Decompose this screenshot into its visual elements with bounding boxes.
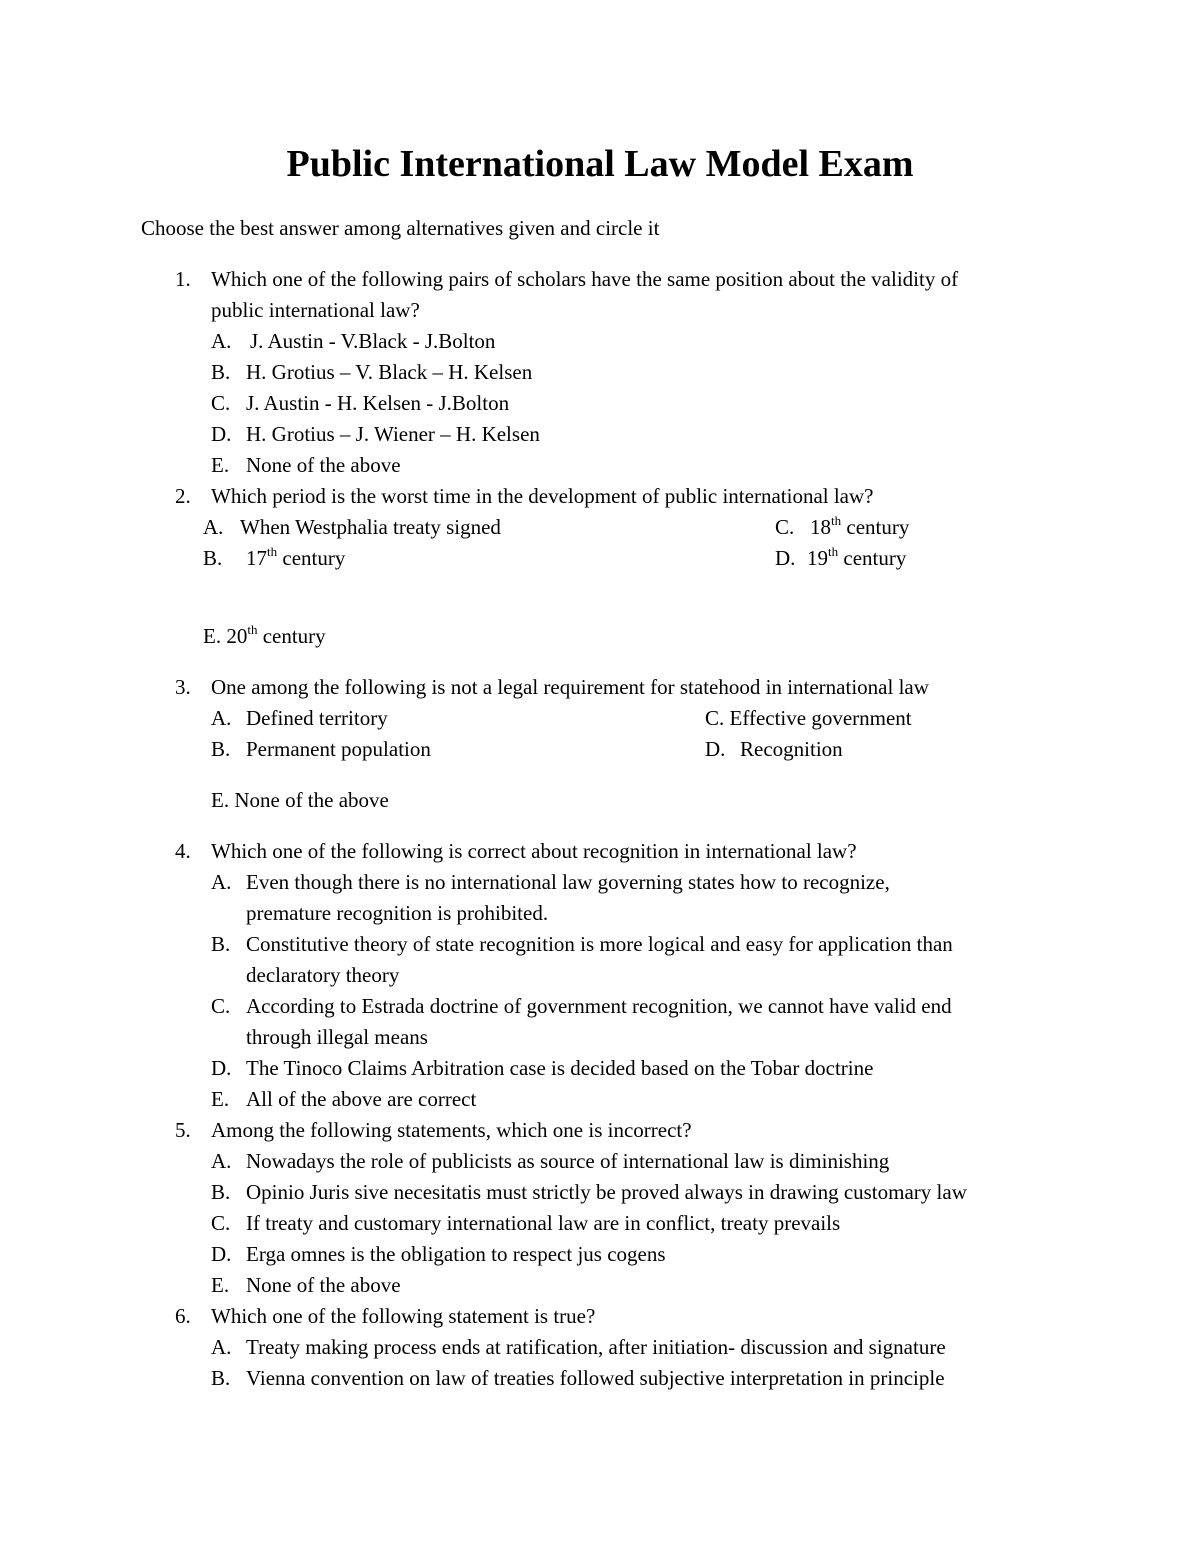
q2-option-c-suffix: th (831, 513, 842, 528)
q2-option-c-letter: C. (775, 515, 795, 539)
q2-option-a-letter: A. (203, 515, 224, 539)
q4-option-b-letter: B. (211, 932, 231, 956)
q4-option-d-text: The Tinoco Claims Arbitration case is decided based on the Tobar doctrine (246, 1056, 874, 1080)
question-5-text: Among the following statements, which one is incorrect? (211, 1118, 692, 1142)
q5-option-d-letter: D. (211, 1242, 232, 1266)
q3-option-d-text: Recognition (740, 737, 843, 761)
q1-option-c-text: J. Austin - H. Kelsen - J.Bolton (246, 391, 510, 415)
question-6-text: Which one of the following statement is true? (211, 1304, 596, 1328)
q2-option-c-rest: century (841, 515, 910, 539)
question-3-text: One among the following is not a legal requirement for statehood in international law (211, 675, 929, 699)
question-2-number: 2. (175, 484, 191, 508)
q1-option-e-text: None of the above (246, 453, 401, 477)
q4-option-c-letter: C. (211, 994, 231, 1018)
q4-option-b-line2: declaratory theory (246, 963, 400, 987)
q4-option-b-line1: Constitutive theory of state recognition is more logical and easy for application than (246, 932, 953, 956)
q5-option-b-letter: B. (211, 1180, 231, 1204)
q4-option-c-line1: According to Estrada doctrine of government recognition, we cannot have valid end (246, 994, 952, 1018)
q2-option-b-letter: B. (203, 546, 223, 570)
q2-option-b-rest: century (277, 546, 346, 570)
q1-option-e-letter: E. (211, 453, 230, 477)
q3-option-e (211, 787, 389, 813)
q3-option-c-letter: C. (705, 706, 725, 730)
q4-option-a-line2: premature recognition is prohibited. (246, 901, 549, 925)
q2-option-b-suffix: th (267, 544, 278, 559)
question-5-number: 5. (175, 1118, 191, 1142)
q3-option-c-text: Effective government (729, 706, 912, 730)
q5-option-a-letter: A. (211, 1149, 232, 1173)
question-6-number: 6. (175, 1304, 191, 1328)
question-3-number: 3. (175, 675, 191, 699)
question-1-text-line1: Which one of the following pairs of scholars have the same position about the validity of (211, 267, 959, 291)
q6-option-b-letter: B. (211, 1366, 231, 1390)
question-1-text-line2: public international law? (211, 298, 420, 322)
q6-option-b-text: Vienna convention on law of treaties followed subjective interpretation in principle (246, 1366, 945, 1390)
q3-option-a-letter: A. (211, 706, 232, 730)
q6-option-a-text: Treaty making process ends at ratification, after initiation- discussion and signature (246, 1335, 946, 1359)
q3-option-c (705, 705, 912, 731)
q2-option-e-number: 20 (226, 624, 248, 648)
q5-option-c-text: If treaty and customary international law are in conflict, treaty prevails (246, 1211, 841, 1235)
q2-option-c-text (810, 514, 909, 540)
q5-option-e-text: None of the above (246, 1273, 401, 1297)
q4-option-a-line1: Even though there is no international law governing states how to recognize, (246, 870, 890, 894)
q3-option-e-text: None of the above (234, 788, 389, 812)
q5-option-b-text: Opinio Juris sive necesitatis must strictly be proved always in drawing customary law (246, 1180, 967, 1204)
q4-option-a-letter: A. (211, 870, 232, 894)
q4-option-e-text: All of the above are correct (246, 1087, 477, 1111)
question-4-number: 4. (175, 839, 191, 863)
q2-option-d-text (807, 545, 906, 571)
q2-option-d-rest: century (838, 546, 907, 570)
q1-option-d-letter: D. (211, 422, 232, 446)
q1-option-a-letter: A. (211, 329, 232, 353)
instruction: Choose the best answer among alternatives given and circle it (141, 216, 660, 240)
q2-option-b-number: 17 (246, 546, 267, 570)
q2-option-d-suffix: th (828, 544, 839, 559)
q1-option-b-text: H. Grotius – V. Black – H. Kelsen (246, 360, 533, 384)
q5-option-a-text: Nowadays the role of publicists as source of international law is diminishing (246, 1149, 890, 1173)
question-2-text: Which period is the worst time in the development of public international law? (211, 484, 874, 508)
q3-option-b-letter: B. (211, 737, 231, 761)
question-4-text: Which one of the following is correct about recognition in international law? (211, 839, 857, 863)
q5-option-e-letter: E. (211, 1273, 230, 1297)
q2-option-e-rest: century (257, 624, 326, 648)
q2-option-e-suffix: th (247, 622, 258, 637)
q4-option-e-letter: E. (211, 1087, 230, 1111)
q3-option-a-text: Defined territory (246, 706, 388, 730)
q5-option-d-text: Erga omnes is the obligation to respect jus cogens (246, 1242, 666, 1266)
q2-option-d-letter: D. (775, 546, 796, 570)
q1-option-d-text: H. Grotius – J. Wiener – H. Kelsen (246, 422, 540, 446)
q5-option-c-letter: C. (211, 1211, 231, 1235)
q2-option-d-number: 19 (807, 546, 828, 570)
question-1-number: 1. (175, 267, 191, 291)
q1-option-c-letter: C. (211, 391, 231, 415)
q2-option-e (203, 623, 326, 649)
q3-option-d-letter: D. (705, 737, 726, 761)
q4-option-c-line2: through illegal means (246, 1025, 428, 1049)
q2-option-c-number: 18 (810, 515, 831, 539)
q2-option-e-letter: E. (203, 624, 222, 648)
q3-option-e-letter: E. (211, 788, 230, 812)
q1-option-a-text: J. Austin - V.Black - J.Bolton (250, 329, 496, 353)
q6-option-a-letter: A. (211, 1335, 232, 1359)
page-title: Public International Law Model Exam (286, 143, 914, 185)
q1-option-b-letter: B. (211, 360, 231, 384)
q3-option-b-text: Permanent population (246, 737, 431, 761)
q4-option-d-letter: D. (211, 1056, 232, 1080)
q2-option-b-text (246, 545, 345, 571)
q2-option-a-text: When Westphalia treaty signed (240, 515, 501, 539)
